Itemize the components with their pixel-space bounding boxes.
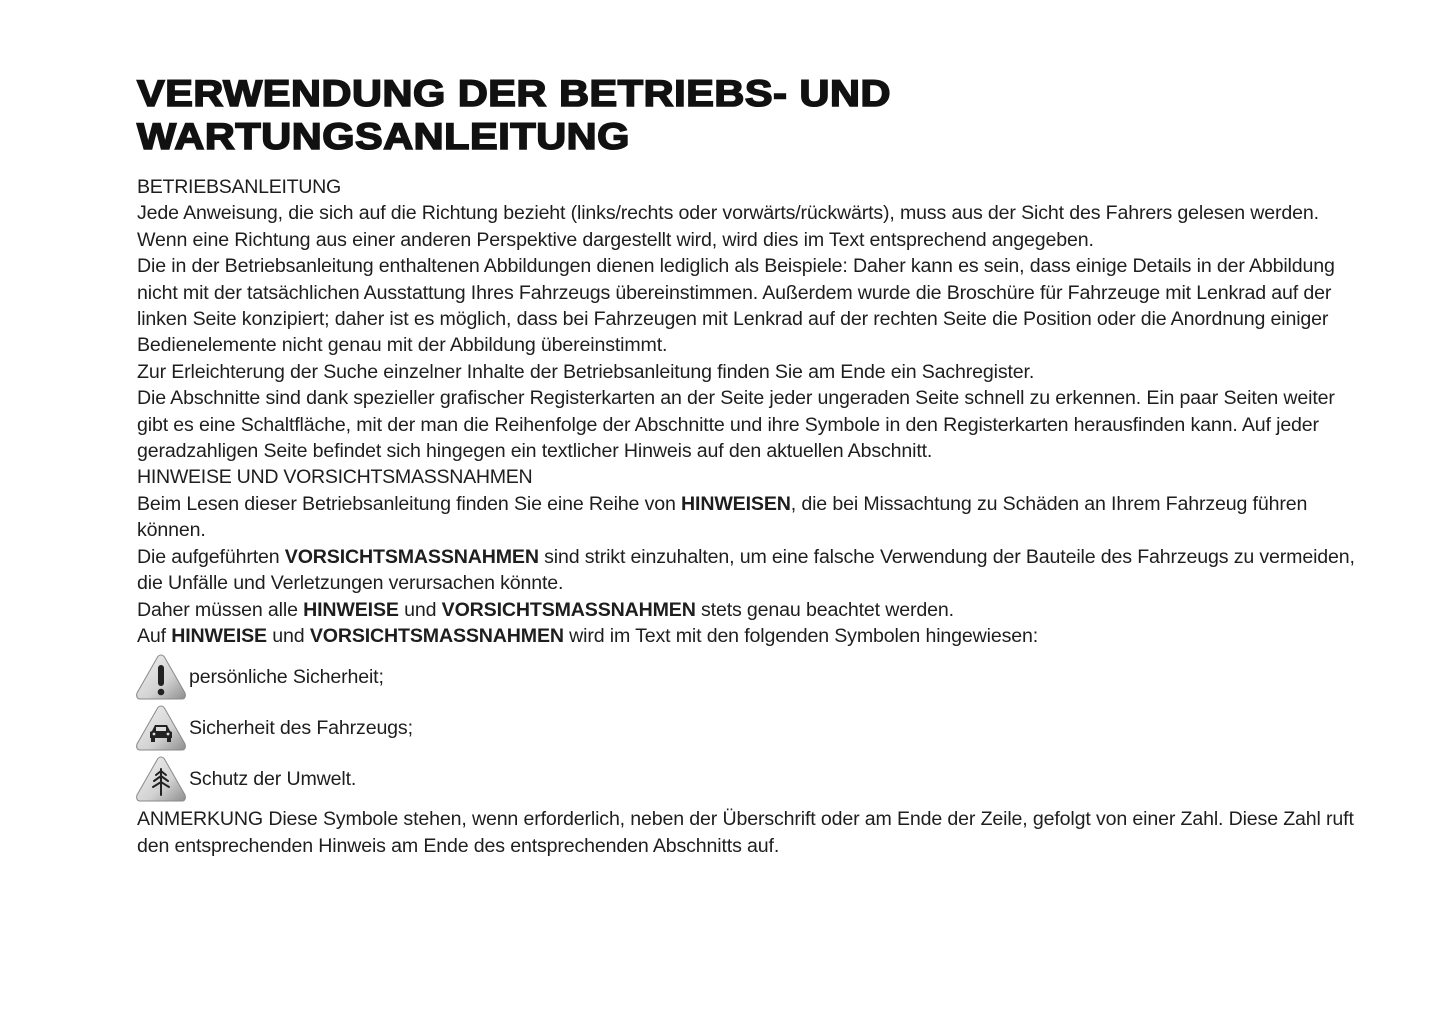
paragraph: Jede Anweisung, die sich auf die Richtung bezieht (links/rechts oder vorwärts/rückwärts), muss aus der Sicht des Fahrers gelesen werden. Wenn eine Richtung aus einer anderen Perspektive dargestellt wird, wird dies im Text entsprechend angegeben. xyxy=(137,202,1319,251)
emphasis: VORSICHTSMASSNAHMEN xyxy=(309,624,564,647)
emphasis: HINWEISE xyxy=(303,598,399,621)
emphasis: HINWEISE xyxy=(171,624,267,647)
text: Die aufgeführten xyxy=(137,545,285,568)
symbol-legend xyxy=(137,651,1357,804)
text: , die bei Missachtung zu Schäden an Ihrem Fahrzeug führen können. xyxy=(137,492,1308,542)
paragraph: Zur Erleichterung der Suche einzelner Inhalte der Betriebsanleitung finden Sie am Ende ein Sachregister. xyxy=(137,360,1035,383)
section-heading-betriebsanleitung: BETRIEBSANLEITUNG xyxy=(137,176,341,198)
text: Daher müssen alle xyxy=(137,598,304,621)
symbol-row-environment xyxy=(137,753,1357,804)
paragraph xyxy=(137,623,1357,649)
warning-car-icon xyxy=(135,704,187,752)
text: Auf xyxy=(137,624,172,647)
text: wird im Text mit den folgenden Symbolen hingewiesen: xyxy=(563,624,1039,647)
text: und xyxy=(266,624,310,647)
emphasis: VORSICHTSMASSNAHMEN xyxy=(441,598,696,621)
section-heading-hinweise: HINWEISE UND VORSICHTSMASSNAHMEN xyxy=(137,466,533,489)
paragraph: Die in der Betriebsanleitung enthaltenen Abbildungen dienen lediglich als Beispiele: Daher kann es sein, dass einige Details in der Abbildung nicht mit der tatsächlichen Ausstattung Ihres Fahrzeugs übereinstimmen. Außerdem wurde die Broschüre für Fahrzeuge mit Lenkrad auf der linken Seite konzipiert; daher ist es möglich, dass bei Fahrzeugen mit Lenkrad auf der rechten Seite die Position oder die Anordnung einiger Bedienelemente nicht genau mit der Abbildung übereinstimmt. xyxy=(137,255,1335,357)
title-line-1: VERWENDUNG DER BETRIEBS- UND xyxy=(137,73,891,114)
title-line-2: WARTUNGSANLEITUNG xyxy=(137,116,630,157)
emphasis: VORSICHTSMASSNAHMEN xyxy=(284,545,539,568)
emphasis: HINWEISEN xyxy=(681,492,791,515)
symbol-label: Sicherheit des Fahrzeugs; xyxy=(189,716,413,739)
paragraph xyxy=(137,544,1357,597)
symbol-label: Schutz der Umwelt. xyxy=(189,767,357,790)
paragraph xyxy=(137,597,1357,623)
symbol-row-personal-safety xyxy=(137,651,1357,702)
text: sind strikt einzuhalten, um eine falsche Verwendung der Bauteile des Fahrzeugs zu vermeiden, die Unfälle und Verletzungen verursachen könnte. xyxy=(137,545,1355,595)
text: Beim Lesen dieser Betriebsanleitung finden Sie eine Reihe von xyxy=(137,492,682,515)
page-title xyxy=(137,72,1445,158)
symbol-label: persönliche Sicherheit; xyxy=(189,665,384,688)
body-text xyxy=(137,174,1357,859)
manual-page xyxy=(137,72,1357,859)
note-paragraph: ANMERKUNG Diese Symbole stehen, wenn erforderlich, neben der Überschrift oder am Ende der Zeile, gefolgt von einer Zahl. Diese Zahl ruft den entsprechenden Hinweis am Ende des entsprechenden Abschnitts auf. xyxy=(137,808,1354,857)
paragraph xyxy=(137,491,1357,544)
warning-exclamation-icon xyxy=(135,653,187,701)
warning-tree-icon xyxy=(135,755,187,803)
paragraph: Die Abschnitte sind dank spezieller grafischer Registerkarten an der Seite jeder ungeraden Seite schnell zu erkennen. Ein paar Seiten weiter gibt es eine Schaltfläche, mit der man die Reihenfolge der Abschnitte und ihre Symbole in den Registerkarten herausfinden kann. Auf jeder geradzahligen Seite befindet sich hingegen ein textlicher Hinweis auf den aktuellen Abschnitt. xyxy=(137,387,1335,463)
text: und xyxy=(398,598,442,621)
symbol-row-vehicle-safety xyxy=(137,702,1357,753)
text: stets genau beachtet werden. xyxy=(695,598,954,621)
